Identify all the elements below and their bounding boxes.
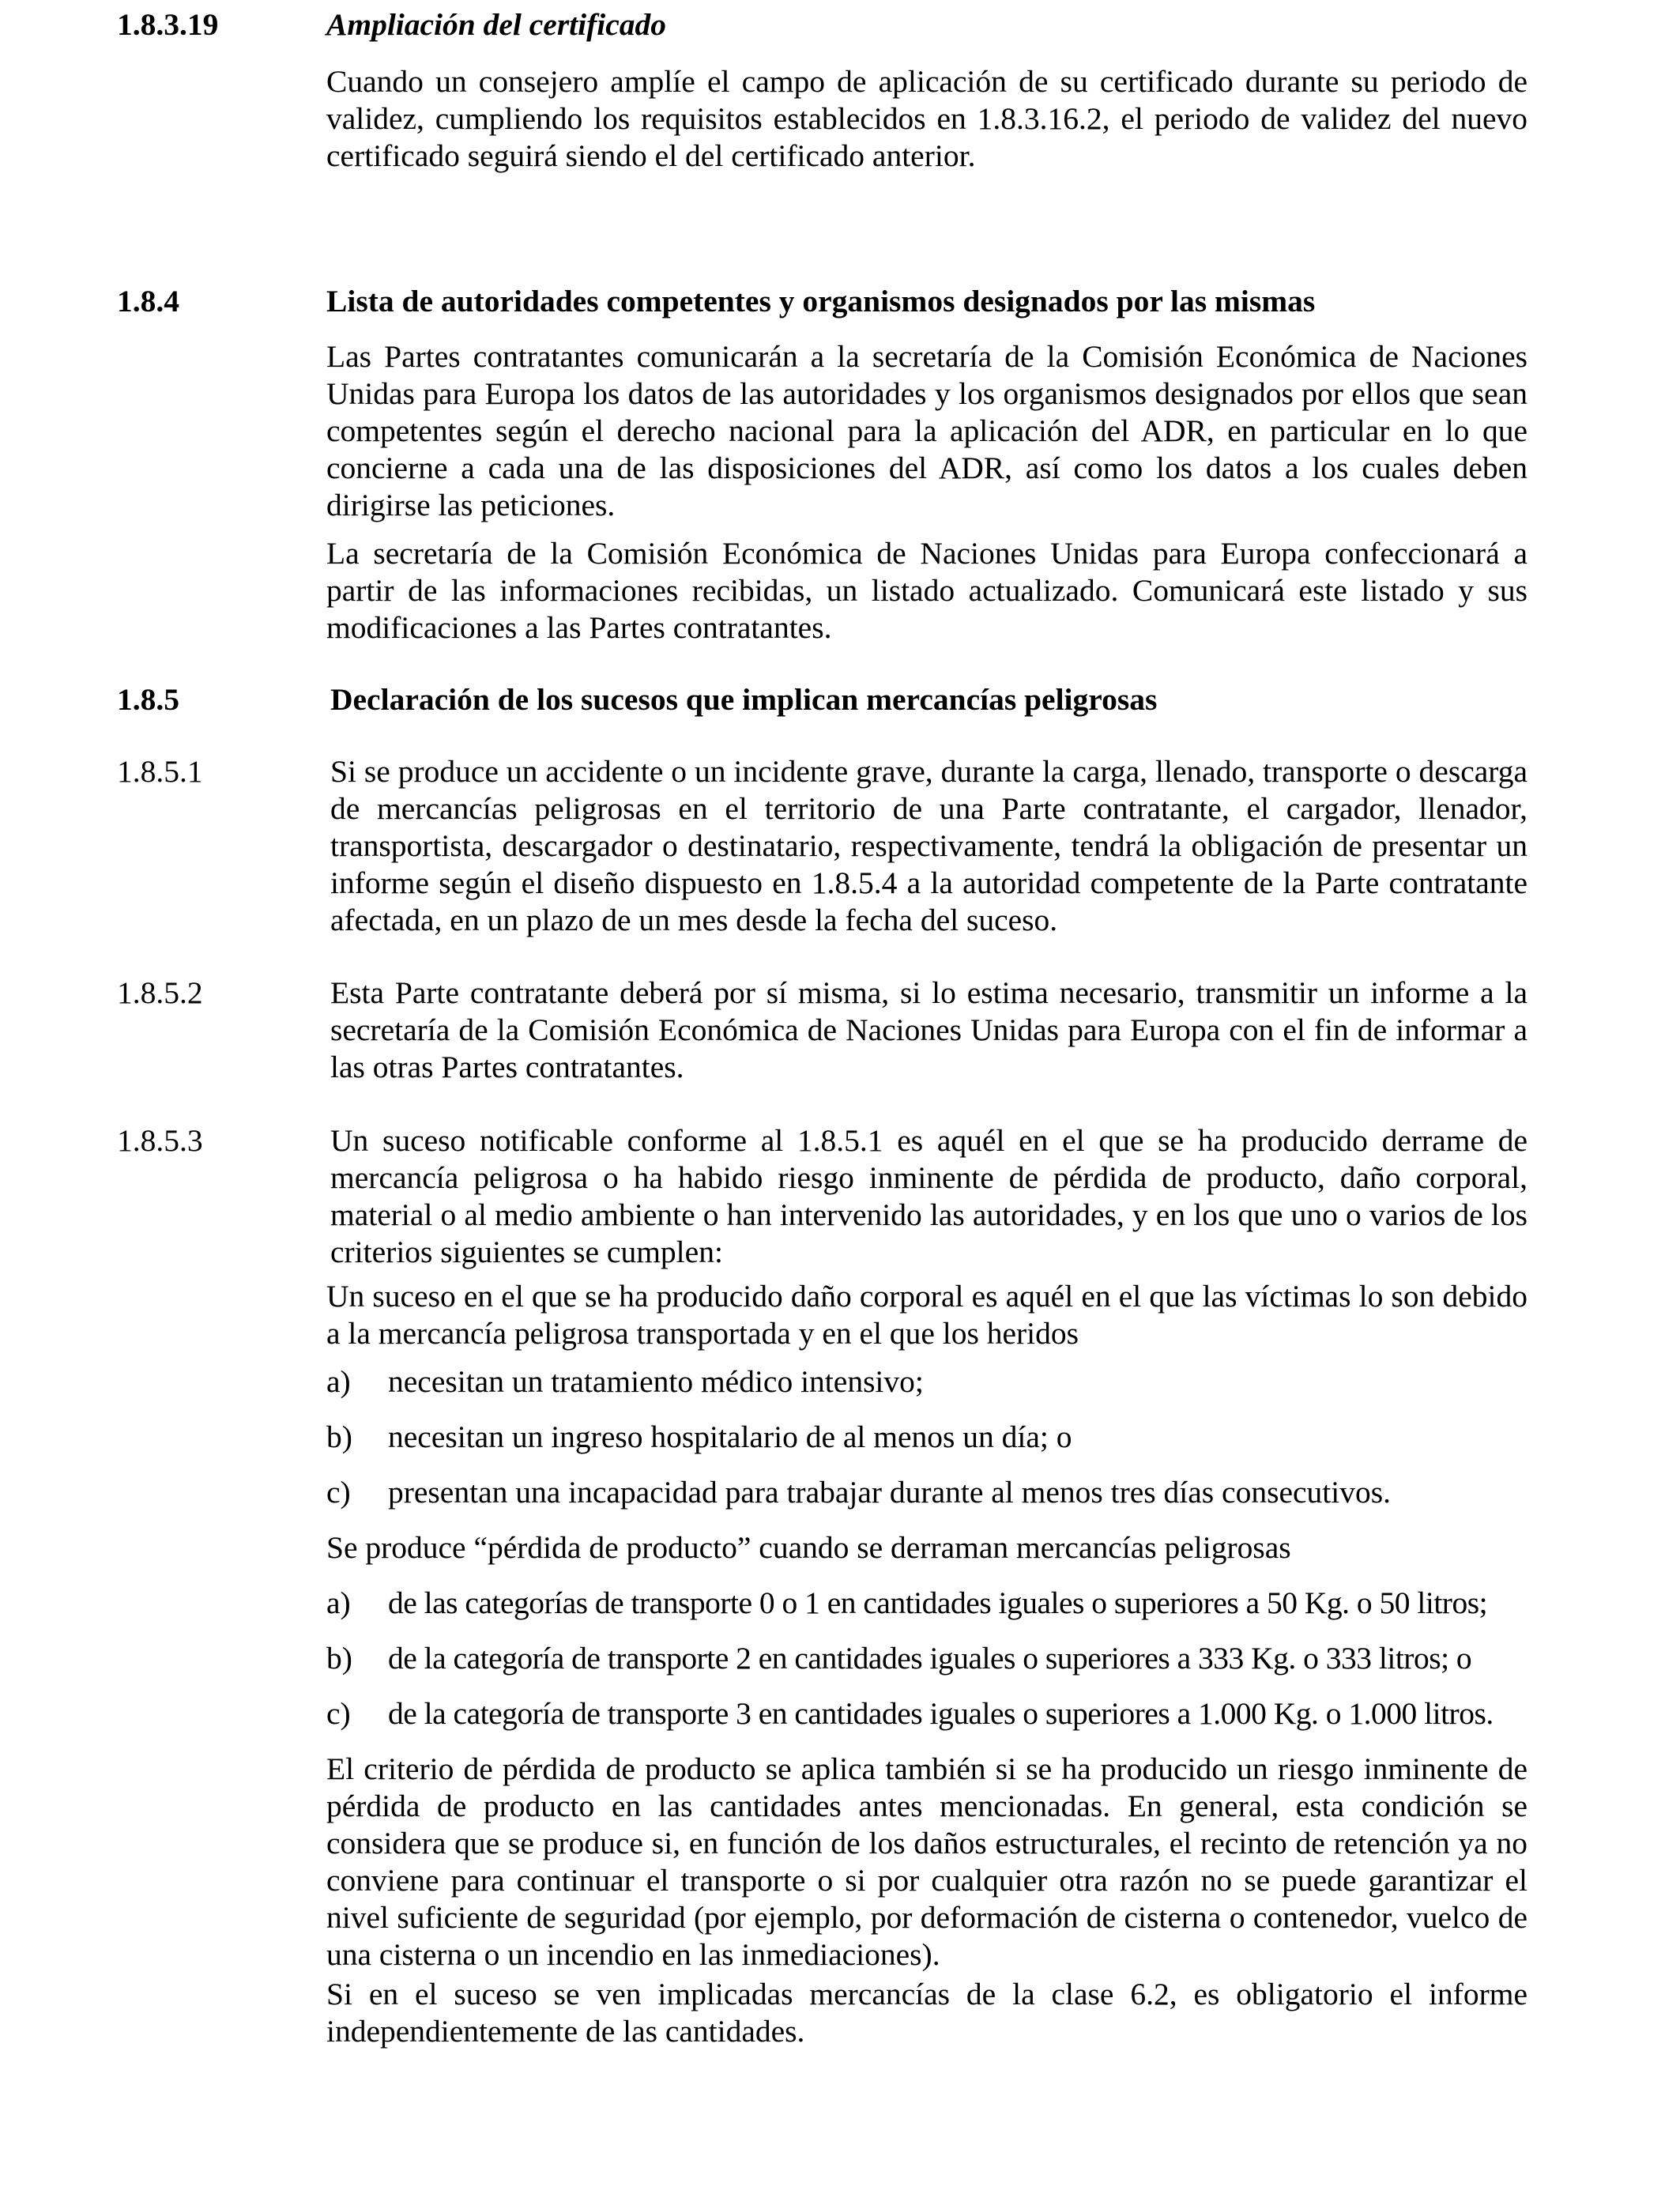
paragraph-1-8-5-1: Si se produce un accidente o un incidente grave, durante la carga, llenado, transporte o descarga de mercancías peligrosas en el territorio de una Parte contratante, el cargador, llenador, transportista, descargador o destinatario, respectivamente, tendrá la obligación de presentar un informe según el diseño dispuesto en 1.8.5.4 a la autoridad competente de la Parte contratante afectada, en un plazo de un mes desde la fecha del suceso. <box>330 754 1527 937</box>
list-text: de las categorías de transporte 0 o 1 en cantidades iguales o superiores a 50 Kg. o 50 litros; <box>388 1585 1488 1620</box>
section-title-lista-autoridades: Lista de autoridades competentes y organismos designados por las mismas <box>326 284 1316 319</box>
section-number-1-8-5-3: 1.8.5.3 <box>117 1123 203 1158</box>
paragraph-lista-autoridades-1: Las Partes contratantes comunicarán a la secretaría de la Comisión Económica de Naciones Unidas para Europa los datos de las autoridades y los organismos designados por ellos que sean competentes según el derecho nacional para la aplicación del ADR, en particular en lo que concierne a cada una de las disposiciones del ADR, así como los datos a los cuales deben dirigirse las peticiones. <box>326 339 1527 522</box>
paragraph-1-8-5-2: Esta Parte contratante deberá por sí misma, si lo estima necesario, transmitir un informe a la secretaría de la Comisión Económica de Naciones Unidas para Europa con el fin de informar a las otras Partes contratantes. <box>330 975 1527 1084</box>
section-number-1-8-5-2: 1.8.5.2 <box>117 975 203 1010</box>
list-label: c) <box>326 1475 351 1510</box>
list-label: b) <box>326 1419 352 1454</box>
list-text: necesitan un tratamiento médico intensivo; <box>388 1364 924 1399</box>
list-label: b) <box>326 1641 352 1676</box>
list-text: necesitan un ingreso hospitalario de al menos un día; o <box>388 1419 1072 1454</box>
paragraph-perdida-producto: Se produce “pérdida de producto” cuando se derraman mercancías peligrosas <box>326 1530 1291 1565</box>
section-title-declaracion-sucesos: Declaración de los sucesos que implican mercancías peligrosas <box>330 682 1158 717</box>
list-label: a) <box>326 1364 351 1399</box>
section-number-1-8-3-19: 1.8.3.19 <box>117 7 219 42</box>
section-title-ampliacion: Ampliación del certificado <box>326 7 667 42</box>
paragraph-dano-corporal: Un suceso en el que se ha producido daño corporal es aquél en el que las víctimas lo son debido a la mercancía peligrosa transportada y en el que los heridos <box>326 1279 1527 1351</box>
list-label: a) <box>326 1585 351 1620</box>
paragraph-ampliacion: Cuando un consejero amplíe el campo de aplicación de su certificado durante su periodo de validez, cumpliendo los requisitos establecidos en 1.8.3.16.2, el periodo de validez del nuevo certificado seguirá siendo el del certificado anterior. <box>326 64 1527 173</box>
list-text: de la categoría de transporte 2 en cantidades iguales o superiores a 333 Kg. o 333 litros; o <box>388 1641 1472 1676</box>
section-number-1-8-5: 1.8.5 <box>117 682 179 717</box>
section-number-1-8-5-1: 1.8.5.1 <box>117 754 203 789</box>
paragraph-clase-6-2: Si en el suceso se ven implicadas mercancías de la clase 6.2, es obligatorio el informe independientemente de las cantidades. <box>326 1977 1527 2049</box>
paragraph-lista-autoridades-2: La secretaría de la Comisión Económica de Naciones Unidas para Europa confeccionará a partir de las informaciones recibidas, un listado actualizado. Comunicará este listado y sus modificaciones a las Partes contratantes. <box>326 536 1527 645</box>
paragraph-criterio-perdida: El criterio de pérdida de producto se aplica también si se ha producido un riesgo inminente de pérdida de producto en las cantidades antes mencionadas. En general, esta condición se considera que se produce si, en función de los daños estructurales, el recinto de retención ya no conviene para continuar el transporte o si por cualquier otra razón no se puede garantizar el nivel suficiente de seguridad (por ejemplo, por deformación de cisterna o contenedor, vuelco de una cisterna o un incendio en las inmediaciones). <box>326 1751 1527 1972</box>
list-label: c) <box>326 1696 351 1731</box>
paragraph-1-8-5-3-intro: Un suceso notificable conforme al 1.8.5.1 es aquél en el que se ha producido derrame de mercancía peligrosa o ha habido riesgo inminente de pérdida de producto, daño corporal, material o al medio ambiente o han intervenido las autoridades, y en los que uno o varios de los criterios siguientes se cumplen: <box>330 1123 1527 1269</box>
section-number-1-8-4: 1.8.4 <box>117 284 179 319</box>
list-text: de la categoría de transporte 3 en cantidades iguales o superiores a 1.000 Kg. o 1.000 litros. <box>388 1696 1494 1731</box>
list-text: presentan una incapacidad para trabajar durante al menos tres días consecutivos. <box>388 1475 1391 1510</box>
